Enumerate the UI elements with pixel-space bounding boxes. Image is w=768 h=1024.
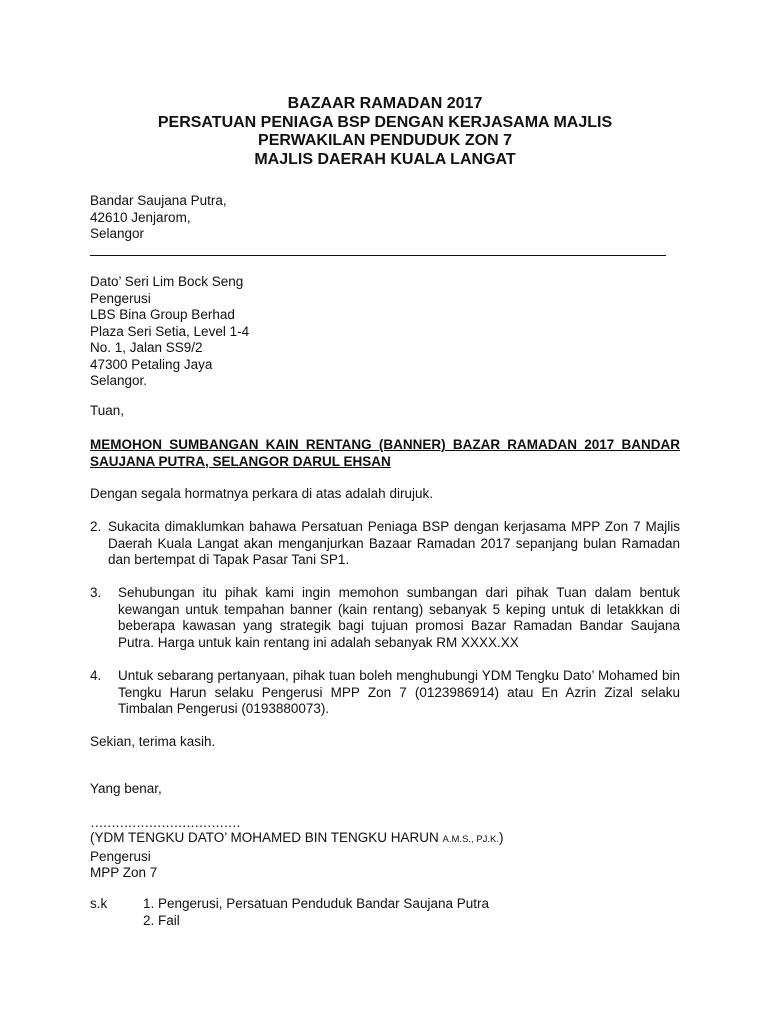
sender-address-line: Selangor <box>90 226 145 241</box>
intro-paragraph: Dengan segala hormatnya perkara di atas adalah dirujuk. <box>90 486 433 501</box>
cc-item: 1. Pengerusi, Persatuan Penduduk Bandar Saujana Putra <box>143 896 489 911</box>
recipient-line: Pengerusi <box>90 290 151 306</box>
sign-off: Yang benar, <box>90 781 162 796</box>
letter-page <box>90 0 680 1024</box>
paragraph-number: 3. <box>90 585 102 600</box>
cc-block <box>90 896 680 929</box>
sender-address <box>90 193 680 243</box>
recipient-line: No. 1, Jalan SS9/2 <box>90 340 203 355</box>
closing-text: Sekian, terima kasih. <box>90 734 216 749</box>
cc-label: s.k <box>90 896 108 911</box>
recipient-line: LBS Bina Group Berhad <box>90 307 235 322</box>
divider-rule <box>90 255 666 256</box>
recipient-line: Selangor. <box>90 373 148 388</box>
letter-subject: MEMOHON SUMBANGAN KAIN RENTANG (BANNER) BAZAR RAMADAN 2017 BANDAR SAUJANA PUTRA, SELANGOR DARUL EHSAN <box>90 437 680 469</box>
paragraph-4 <box>90 668 680 718</box>
signatory-position: Pengerusi <box>90 848 151 864</box>
signatory-name: (YDM TENGKU DATO’ MOHAMED BIN TENGKU HARUN <box>90 830 439 845</box>
cc-row <box>90 913 680 930</box>
recipient-address <box>90 274 680 390</box>
salutation: Tuan, <box>90 403 125 418</box>
cc-item: 2. Fail <box>143 912 180 928</box>
sender-address-line: Bandar Saujana Putra, <box>90 193 227 208</box>
paragraph-number: 2. <box>90 519 102 534</box>
paragraph-text: Untuk sebarang pertanyaan, pihak tuan boleh menghubungi YDM Tengku Dato’ Mohamed bin Tengku Harun selaku Pengerusi MPP Zon 7 (0123986914) atau En Azrin Zizal selaku Timbalan Pengerusi (0193880073). <box>118 668 680 716</box>
cc-row <box>90 896 680 913</box>
signatory-block <box>90 830 680 882</box>
signature-line: ……………………………… <box>90 815 240 830</box>
paragraph-text: Sehubungan itu pihak kami ingin memohon sumbangan dari pihak Tuan dalam bentuk kewangan untuk tempahan banner (kain rentang) sebanyak 5 keping untuk di letakkkan di beberapa kawasan yang strategik bagi tujuan promosi Bazar Ramadan Bandar Saujana Putra. Harga untuk kain rentang ini adalah sebanyak RM XXXX.XX <box>118 585 680 650</box>
signatory-name-line <box>90 830 680 849</box>
paragraph-text: Sukacita dimaklumkan bahawa Persatuan Peniaga BSP dengan kerjasama MPP Zon 7 Majlis Daerah Kuala Langat akan menganjurkan Bazaar Ramadan 2017 sepanjang bulan Ramadan dan bertempat di Tapak Pasar Tani SP1. <box>108 519 680 567</box>
letter-title <box>90 95 680 169</box>
recipient-line: 47300 Petaling Jaya <box>90 356 213 372</box>
paragraph-2 <box>90 519 680 569</box>
recipient-line: Plaza Seri Setia, Level 1-4 <box>90 323 250 339</box>
title-line-4: MAJLIS DAERAH KUALA LANGAT <box>254 150 516 168</box>
signatory-org: MPP Zon 7 <box>90 865 158 880</box>
paragraph-number: 4. <box>90 668 102 683</box>
sender-address-line: 42610 Jenjarom, <box>90 209 191 225</box>
signatory-close-paren: ) <box>499 830 504 845</box>
title-line-1: BAZAAR RAMADAN 2017 <box>287 95 483 112</box>
recipient-line: Dato’ Seri Lim Bock Seng <box>90 274 244 289</box>
title-line-2: PERSATUAN PENIAGA BSP DENGAN KERJASAMA MAJLIS <box>157 113 613 131</box>
paragraph-3 <box>90 585 680 651</box>
signatory-honours: A.M.S., PJ.K. <box>442 834 500 845</box>
title-line-3: PERWAKILAN PENDUDUK ZON 7 <box>258 132 512 149</box>
